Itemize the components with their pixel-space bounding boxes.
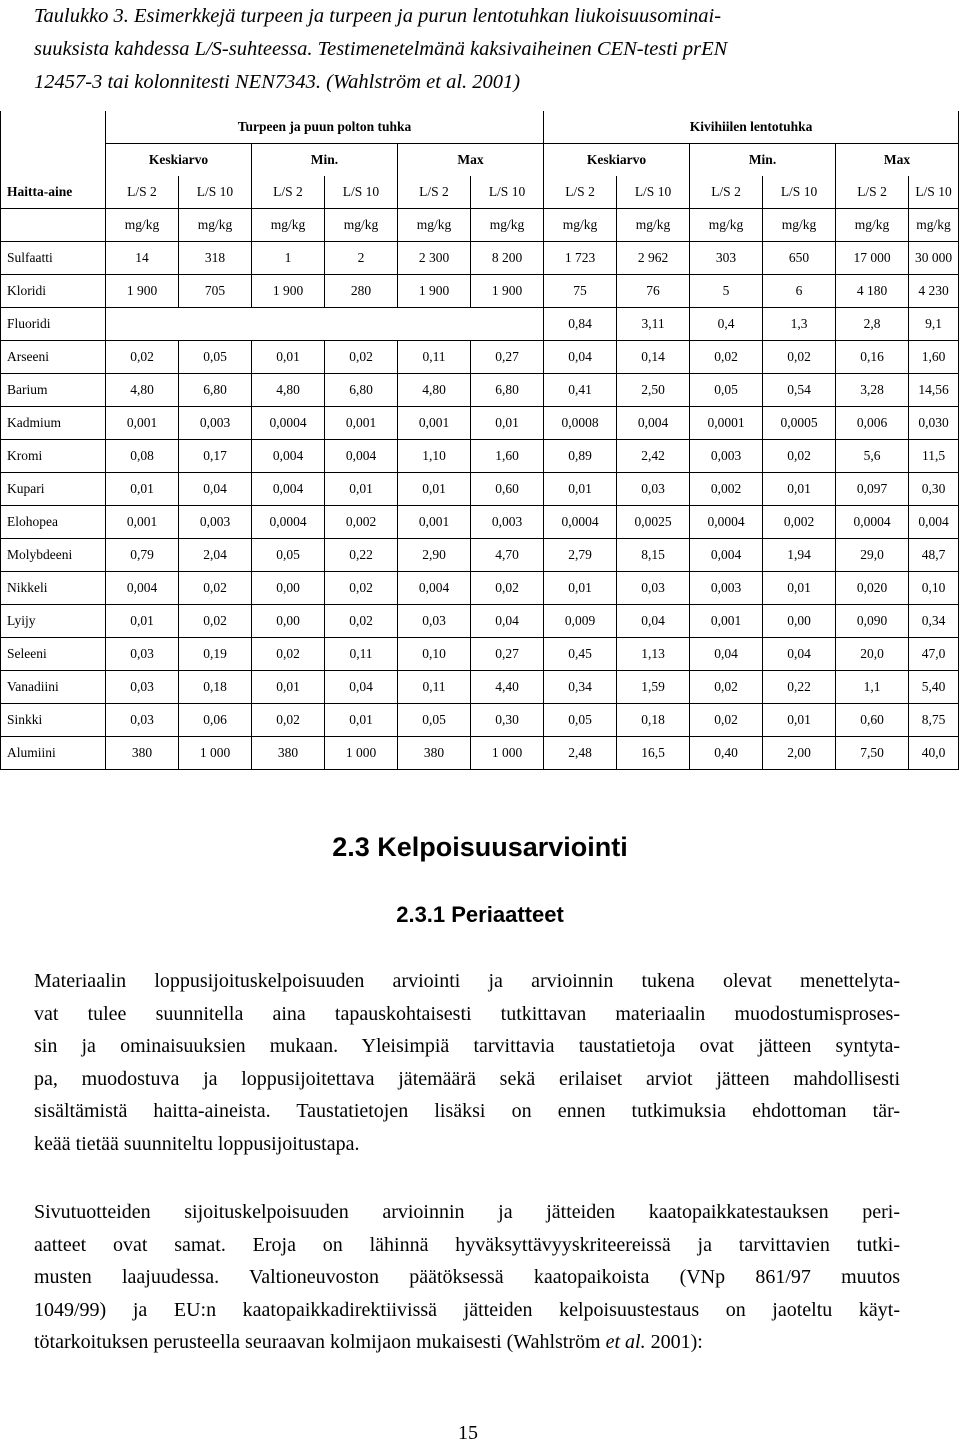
table-cell: 0,0004 — [544, 506, 617, 539]
substance-name: Arseeni — [1, 341, 106, 374]
text-line: pa, muodostuva ja loppusijoitettava jätemäärä sekä erilaiset arviot jätteen mahdollisesti — [34, 1067, 900, 1090]
table-cell: 3,11 — [617, 308, 690, 341]
table-cell: 0,02 — [690, 341, 763, 374]
table-cell-empty — [325, 308, 398, 341]
unit-header: mg/kg — [909, 209, 959, 242]
table-cell: 1,60 — [909, 341, 959, 374]
table-cell: 5,40 — [909, 671, 959, 704]
table-cell: 1,1 — [836, 671, 909, 704]
table-cell: 8,75 — [909, 704, 959, 737]
table-cell: 4,70 — [471, 539, 544, 572]
table-cell: 0,00 — [763, 605, 836, 638]
text-line: sisältämistä haitta-aineista. Taustatietojen lisäksi on ennen tutkimuksia ehdottoman tär- — [34, 1100, 900, 1122]
table-cell: 0,04 — [763, 638, 836, 671]
caption-line: 12457-3 tai kolonnitesti NEN7343. (Wahlström et al. 2001) — [34, 71, 521, 93]
table-cell: 14,56 — [909, 374, 959, 407]
table-cell: 0,05 — [544, 704, 617, 737]
unit-header: mg/kg — [325, 209, 398, 242]
table-cell: 2,00 — [763, 737, 836, 770]
ls-header: L/S 2 — [836, 176, 909, 209]
table-cell: 47,0 — [909, 638, 959, 671]
ls-header: L/S 2 — [690, 176, 763, 209]
table-cell: 0,34 — [909, 605, 959, 638]
substance-name: Molybdeeni — [1, 539, 106, 572]
table-cell: 48,7 — [909, 539, 959, 572]
table-cell-empty — [106, 308, 179, 341]
unit-header: mg/kg — [617, 209, 690, 242]
table-cell-empty — [398, 308, 471, 341]
group-header-turve: Turpeen ja puun polton tuhka — [106, 111, 544, 144]
table-cell: 16,5 — [617, 737, 690, 770]
table-cell: 1 723 — [544, 242, 617, 275]
table-cell: 0,08 — [106, 440, 179, 473]
table-cell: 0,002 — [763, 506, 836, 539]
table-cell: 0,009 — [544, 605, 617, 638]
table-row — [1, 407, 959, 440]
header-row-stats — [1, 144, 959, 177]
table-cell: 2 300 — [398, 242, 471, 275]
unit-header: mg/kg — [544, 209, 617, 242]
table-cell: 0,01 — [398, 473, 471, 506]
table-cell: 0,02 — [106, 341, 179, 374]
table-cell: 75 — [544, 275, 617, 308]
table-cell: 0,01 — [544, 572, 617, 605]
table-cell: 7,50 — [836, 737, 909, 770]
table-cell-empty — [471, 308, 544, 341]
table-cell: 0,02 — [690, 671, 763, 704]
substance-name: Kupari — [1, 473, 106, 506]
substance-header: Haitta-aine — [1, 176, 106, 209]
table-cell: 0,03 — [106, 638, 179, 671]
table-cell: 0,05 — [690, 374, 763, 407]
text-line: vat tulee suunnitella aina tapauskohtaisesti tutkittavan materiaalin muodostumisproses- — [34, 1002, 900, 1025]
table-cell: 0,0004 — [690, 506, 763, 539]
substance-name: Vanadiini — [1, 671, 106, 704]
table-cell: 0,002 — [690, 473, 763, 506]
table-cell: 0,04 — [325, 671, 398, 704]
table-cell: 1,60 — [471, 440, 544, 473]
table-cell: 0,60 — [836, 704, 909, 737]
table-cell: 0,11 — [325, 638, 398, 671]
substance-name: Elohopea — [1, 506, 106, 539]
table-row — [1, 275, 959, 308]
table-cell: 0,30 — [909, 473, 959, 506]
table-cell: 1 900 — [106, 275, 179, 308]
table-row — [1, 374, 959, 407]
table-cell: 30 000 — [909, 242, 959, 275]
table-cell: 0,22 — [325, 539, 398, 572]
table-cell: 0,02 — [690, 704, 763, 737]
leaching-table — [0, 111, 959, 770]
ls-header: L/S 2 — [252, 176, 325, 209]
table-cell: 0,003 — [179, 506, 252, 539]
ls-header: L/S 10 — [909, 176, 959, 209]
table-cell: 0,001 — [106, 506, 179, 539]
page-number: 15 — [458, 1422, 478, 1444]
table-cell: 0,001 — [690, 605, 763, 638]
table-cell: 0,00 — [252, 572, 325, 605]
table-cell: 0,03 — [617, 473, 690, 506]
text-line: aatteet ovat samat. Eroja on lähinnä hyväksyttävyyskriteereissä ja tarvittavien tutki- — [34, 1233, 900, 1256]
table-cell: 0,18 — [179, 671, 252, 704]
table-cell: 0,097 — [836, 473, 909, 506]
stat-header: Keskiarvo — [106, 144, 252, 177]
unit-header: mg/kg — [179, 209, 252, 242]
table-cell: 1,3 — [763, 308, 836, 341]
stat-header: Keskiarvo — [544, 144, 690, 177]
table-cell-empty — [252, 308, 325, 341]
ls-header: L/S 10 — [471, 176, 544, 209]
table-cell: 29,0 — [836, 539, 909, 572]
header-row-groups — [1, 111, 959, 144]
table-cell: 1,59 — [617, 671, 690, 704]
table-row — [1, 572, 959, 605]
table-row — [1, 605, 959, 638]
ls-header: L/S 10 — [179, 176, 252, 209]
table-cell: 0,10 — [398, 638, 471, 671]
table-cell: 0,10 — [909, 572, 959, 605]
table-cell: 2,90 — [398, 539, 471, 572]
table-cell: 0,11 — [398, 671, 471, 704]
table-cell: 6,80 — [179, 374, 252, 407]
table-caption — [34, 0, 934, 99]
table-cell: 0,004 — [106, 572, 179, 605]
table-cell: 318 — [179, 242, 252, 275]
table-cell: 0,0004 — [252, 407, 325, 440]
table-row — [1, 638, 959, 671]
table-cell: 2,48 — [544, 737, 617, 770]
table-cell: 4 230 — [909, 275, 959, 308]
table-cell: 0,79 — [106, 539, 179, 572]
table-row — [1, 737, 959, 770]
table-cell: 6 — [763, 275, 836, 308]
table-row — [1, 308, 959, 341]
stat-header: Max — [398, 144, 544, 177]
ls-header: L/S 10 — [617, 176, 690, 209]
table-cell: 705 — [179, 275, 252, 308]
table-cell: 0,01 — [325, 473, 398, 506]
table-cell: 0,16 — [836, 341, 909, 374]
table-cell: 0,004 — [252, 440, 325, 473]
table-cell: 0,05 — [252, 539, 325, 572]
table-cell: 1 000 — [471, 737, 544, 770]
table-row — [1, 671, 959, 704]
table-cell: 0,04 — [617, 605, 690, 638]
table-cell: 0,01 — [763, 704, 836, 737]
text-line: sin ja ominaisuuksien mukaan. Yleisimpiä tarvittavia taustatietoja ovat jätteen syntyta- — [34, 1035, 900, 1057]
table-cell: 0,01 — [471, 407, 544, 440]
table-cell: 4,80 — [398, 374, 471, 407]
table-cell: 2 — [325, 242, 398, 275]
table-cell: 0,0025 — [617, 506, 690, 539]
table-cell: 0,14 — [617, 341, 690, 374]
table-cell: 2,8 — [836, 308, 909, 341]
table-cell: 1 000 — [325, 737, 398, 770]
table-cell: 1 900 — [398, 275, 471, 308]
table-cell: 0,18 — [617, 704, 690, 737]
table-cell: 0,11 — [398, 341, 471, 374]
unit-header: mg/kg — [690, 209, 763, 242]
table-cell: 0,30 — [471, 704, 544, 737]
subsection-heading: 2.3.1 Periaatteet — [396, 902, 564, 927]
table-row — [1, 242, 959, 275]
table-cell: 2,50 — [617, 374, 690, 407]
table-cell: 380 — [252, 737, 325, 770]
table-cell: 0,01 — [544, 473, 617, 506]
table-cell: 0,19 — [179, 638, 252, 671]
table-cell: 40,0 — [909, 737, 959, 770]
header-blank — [1, 209, 106, 242]
table-row — [1, 506, 959, 539]
table-cell: 17 000 — [836, 242, 909, 275]
table-row — [1, 473, 959, 506]
table-cell: 2 962 — [617, 242, 690, 275]
table-cell: 0,004 — [252, 473, 325, 506]
paragraph-1 — [34, 965, 900, 1160]
text-fragment: tötarkoituksen perusteella seuraavan kolmijaon mukaisesti (Wahlström — [34, 1331, 606, 1353]
ls-header: L/S 2 — [398, 176, 471, 209]
table-row — [1, 440, 959, 473]
substance-name: Sinkki — [1, 704, 106, 737]
table-cell: 4 180 — [836, 275, 909, 308]
group-header-kivihiili: Kivihiilen lentotuhka — [544, 111, 959, 144]
table-cell: 0,003 — [690, 440, 763, 473]
table-cell: 1,10 — [398, 440, 471, 473]
table-cell: 0,06 — [179, 704, 252, 737]
table-cell: 5 — [690, 275, 763, 308]
caption-line: Taulukko 3. Esimerkkejä turpeen ja turpeen ja purun lentotuhkan liukoisuusominai- — [34, 5, 722, 27]
table-cell: 280 — [325, 275, 398, 308]
substance-name: Alumiini — [1, 737, 106, 770]
table-cell: 0,0001 — [690, 407, 763, 440]
header-row-ls — [1, 176, 959, 209]
table-cell: 0,01 — [763, 473, 836, 506]
table-cell: 1 000 — [179, 737, 252, 770]
table-cell: 1 — [252, 242, 325, 275]
table-cell: 0,41 — [544, 374, 617, 407]
table-cell: 0,01 — [106, 473, 179, 506]
table-cell: 0,01 — [106, 605, 179, 638]
table-cell: 0,04 — [690, 638, 763, 671]
table-cell: 8 200 — [471, 242, 544, 275]
table-cell: 0,05 — [179, 341, 252, 374]
table-cell: 0,0004 — [836, 506, 909, 539]
ls-header: L/S 10 — [325, 176, 398, 209]
table-cell: 5,6 — [836, 440, 909, 473]
table-cell: 380 — [106, 737, 179, 770]
table-cell: 0,17 — [179, 440, 252, 473]
table-cell: 0,004 — [325, 440, 398, 473]
table-cell: 0,0004 — [252, 506, 325, 539]
header-blank — [1, 144, 106, 177]
substance-name: Lyijy — [1, 605, 106, 638]
table-cell: 0,27 — [471, 638, 544, 671]
unit-header: mg/kg — [471, 209, 544, 242]
table-cell: 2,79 — [544, 539, 617, 572]
substance-name: Fluoridi — [1, 308, 106, 341]
table-cell: 4,40 — [471, 671, 544, 704]
table-cell: 0,04 — [179, 473, 252, 506]
text-line: Sivutuotteiden sijoituskelpoisuuden arvioinnin ja jätteiden kaatopaikkatestauksen peri- — [34, 1201, 900, 1223]
table-cell: 0,60 — [471, 473, 544, 506]
table-cell: 303 — [690, 242, 763, 275]
table-cell: 0,030 — [909, 407, 959, 440]
table-cell: 0,02 — [325, 572, 398, 605]
table-cell: 0,34 — [544, 671, 617, 704]
ls-header: L/S 2 — [544, 176, 617, 209]
unit-header: mg/kg — [106, 209, 179, 242]
table-cell: 0,89 — [544, 440, 617, 473]
table-row — [1, 704, 959, 737]
table-cell: 0,004 — [398, 572, 471, 605]
table-cell: 0,40 — [690, 737, 763, 770]
text-fragment: 2001): — [645, 1331, 703, 1353]
caption-line: suuksista kahdessa L/S-suhteessa. Testimenetelmänä kaksivaiheinen CEN-testi prEN — [34, 38, 728, 60]
table-cell: 1,13 — [617, 638, 690, 671]
table-cell: 650 — [763, 242, 836, 275]
table-cell: 20,0 — [836, 638, 909, 671]
table-cell: 0,03 — [106, 704, 179, 737]
table-row — [1, 539, 959, 572]
table-cell: 0,003 — [690, 572, 763, 605]
table-cell: 4,80 — [252, 374, 325, 407]
table-cell: 0,27 — [471, 341, 544, 374]
table-cell: 0,04 — [471, 605, 544, 638]
table-cell: 0,04 — [544, 341, 617, 374]
paragraph-2 — [34, 1196, 900, 1359]
substance-name: Kromi — [1, 440, 106, 473]
table-cell: 1 900 — [252, 275, 325, 308]
table-cell: 0,03 — [398, 605, 471, 638]
text-line: keää tietää suunniteltu loppusijoitustapa. — [34, 1132, 360, 1155]
table-cell: 1 900 — [471, 275, 544, 308]
italic-text: et al. — [605, 1331, 646, 1353]
text-line: 1049/99) ja EU:n kaatopaikkadirektiivissä jätteiden kelpoisuustestaus on jaoteltu käyt- — [34, 1298, 900, 1321]
table-cell: 0,0005 — [763, 407, 836, 440]
table-cell: 0,001 — [106, 407, 179, 440]
table-cell: 76 — [617, 275, 690, 308]
unit-header: mg/kg — [252, 209, 325, 242]
table-cell: 0,02 — [252, 704, 325, 737]
table-cell: 0,02 — [763, 440, 836, 473]
table-cell: 0,84 — [544, 308, 617, 341]
header-row-units — [1, 209, 959, 242]
table-cell: 0,01 — [763, 572, 836, 605]
substance-name: Sulfaatti — [1, 242, 106, 275]
table-cell: 6,80 — [325, 374, 398, 407]
table-cell: 0,0008 — [544, 407, 617, 440]
header-blank — [1, 111, 106, 144]
substance-name: Nikkeli — [1, 572, 106, 605]
unit-header: mg/kg — [398, 209, 471, 242]
table-cell: 11,5 — [909, 440, 959, 473]
table-cell: 0,001 — [325, 407, 398, 440]
table-cell: 0,01 — [252, 671, 325, 704]
stat-header: Min. — [690, 144, 836, 177]
table-cell-empty — [179, 308, 252, 341]
table-cell: 2,42 — [617, 440, 690, 473]
unit-header: mg/kg — [763, 209, 836, 242]
table-cell: 0,02 — [763, 341, 836, 374]
unit-header: mg/kg — [836, 209, 909, 242]
table-cell: 0,02 — [325, 341, 398, 374]
table-cell: 0,54 — [763, 374, 836, 407]
table-cell: 380 — [398, 737, 471, 770]
table-cell: 0,004 — [690, 539, 763, 572]
substance-name: Kloridi — [1, 275, 106, 308]
table-cell: 0,006 — [836, 407, 909, 440]
table-cell: 8,15 — [617, 539, 690, 572]
substance-name: Barium — [1, 374, 106, 407]
table-cell: 0,22 — [763, 671, 836, 704]
table-cell: 0,001 — [398, 407, 471, 440]
table-cell: 0,00 — [252, 605, 325, 638]
section-heading: 2.3 Kelpoisuusarviointi — [332, 832, 628, 862]
table-cell: 3,28 — [836, 374, 909, 407]
table-cell: 0,003 — [179, 407, 252, 440]
text-line — [34, 1326, 900, 1359]
substance-name: Seleeni — [1, 638, 106, 671]
text-line: Materiaalin loppusijoituskelpoisuuden arviointi ja arvioinnin tukena olevat menettelyta- — [34, 970, 900, 992]
table-cell: 0,02 — [252, 638, 325, 671]
table-row — [1, 341, 959, 374]
table-cell: 9,1 — [909, 308, 959, 341]
table-cell: 6,80 — [471, 374, 544, 407]
table-cell: 0,45 — [544, 638, 617, 671]
text-line: musten laajuudessa. Valtioneuvoston päätöksessä kaatopaikoista (VNp 861/97 muutos — [34, 1266, 900, 1288]
table-cell: 0,004 — [617, 407, 690, 440]
table-cell: 0,004 — [909, 506, 959, 539]
table-cell: 2,04 — [179, 539, 252, 572]
stat-header: Min. — [252, 144, 398, 177]
table-cell: 0,02 — [325, 605, 398, 638]
table-cell: 0,002 — [325, 506, 398, 539]
table-cell: 14 — [106, 242, 179, 275]
table-cell: 1,94 — [763, 539, 836, 572]
table-cell: 0,4 — [690, 308, 763, 341]
table-cell: 0,001 — [398, 506, 471, 539]
table-cell: 0,01 — [325, 704, 398, 737]
table-cell: 0,03 — [617, 572, 690, 605]
table-cell: 0,090 — [836, 605, 909, 638]
table-cell: 0,003 — [471, 506, 544, 539]
table-cell: 0,02 — [179, 605, 252, 638]
table-cell: 0,02 — [179, 572, 252, 605]
table-cell: 0,01 — [252, 341, 325, 374]
table-cell: 0,05 — [398, 704, 471, 737]
table-cell: 0,02 — [471, 572, 544, 605]
substance-name: Kadmium — [1, 407, 106, 440]
ls-header: L/S 2 — [106, 176, 179, 209]
table-cell: 0,03 — [106, 671, 179, 704]
table-cell: 4,80 — [106, 374, 179, 407]
ls-header: L/S 10 — [763, 176, 836, 209]
stat-header: Max — [836, 144, 959, 177]
table-cell: 0,020 — [836, 572, 909, 605]
